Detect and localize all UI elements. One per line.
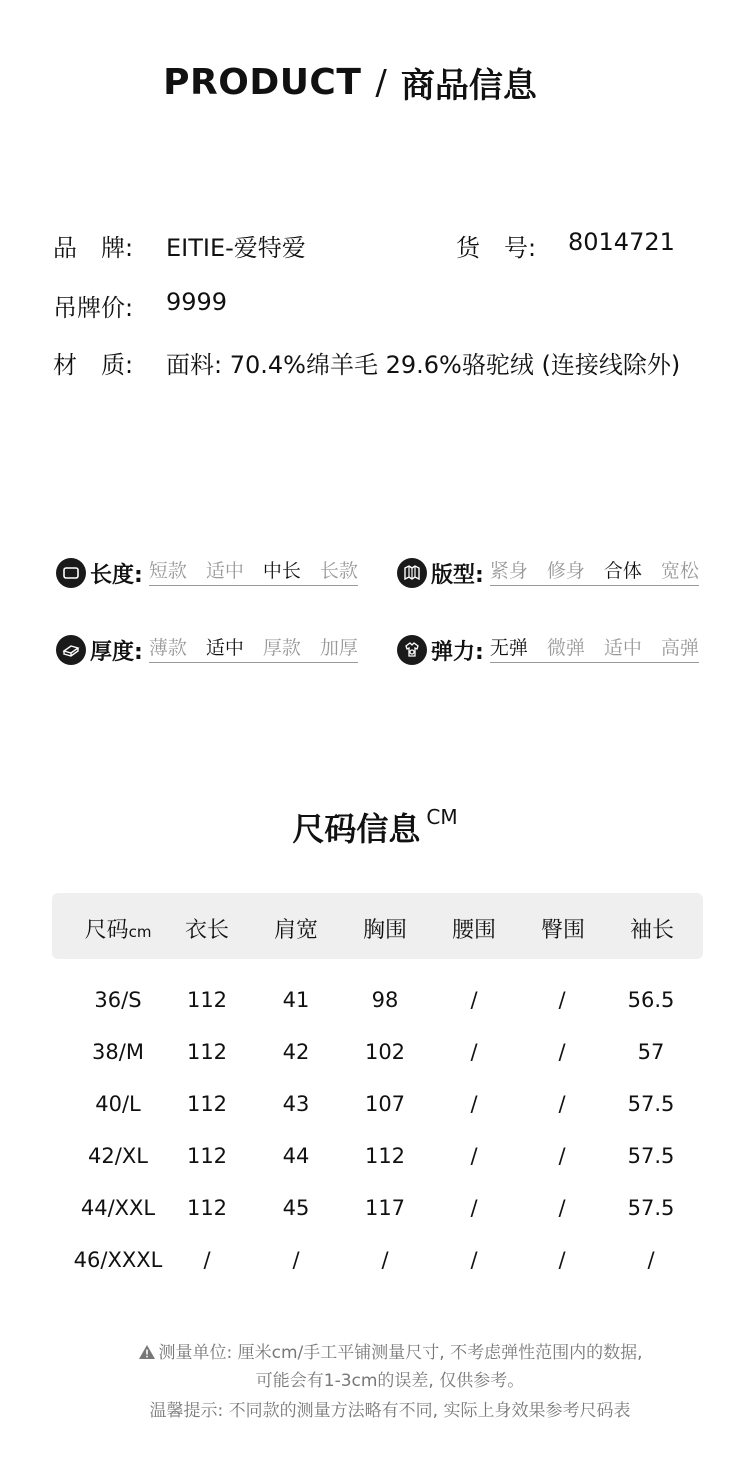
header-size — [68, 913, 168, 944]
size-cell: 44/XXL — [80, 1196, 156, 1220]
header-sleeve: 袖长 — [629, 918, 674, 943]
elasticity-icon — [397, 635, 427, 665]
measurement-cell: 41 — [282, 988, 310, 1012]
measurement-cell: 112 — [186, 1144, 228, 1168]
length-option-selected: 中长 — [262, 560, 301, 582]
title-english: PRODUCT — [163, 62, 362, 103]
length-label: 长度: — [90, 562, 143, 588]
attribute-elasticity — [397, 633, 699, 667]
brand-value: EITIE-爱特爱 — [166, 234, 306, 262]
material-label: 材 质: — [53, 351, 134, 379]
measurement-cell: / — [558, 988, 566, 1012]
note-line-2: 可能会有1-3cm的误差, 仅供参考。 — [255, 1371, 525, 1391]
size-title-unit: CM — [426, 804, 458, 829]
measurement-cell: / — [558, 1248, 566, 1272]
measurement-cell: 102 — [364, 1040, 406, 1064]
thickness-options — [149, 633, 358, 663]
header-chest: 胸围 — [362, 918, 407, 943]
attribute-length — [56, 556, 358, 590]
size-cell: 42/XL — [88, 1144, 148, 1168]
measurement-cell: / — [470, 1248, 478, 1272]
measurement-cell: / — [470, 988, 478, 1012]
header-hip: 臀围 — [540, 918, 585, 943]
elasticity-option: 适中 — [603, 637, 642, 659]
measurement-cell: 117 — [364, 1196, 406, 1220]
measurement-cell: / — [647, 1248, 655, 1272]
header-waist: 腰围 — [451, 918, 496, 943]
measurement-cell: 57 — [637, 1040, 665, 1064]
thickness-option-selected: 适中 — [205, 637, 244, 659]
measurement-cell: 56.5 — [627, 988, 675, 1012]
note-line-3: 温馨提示: 不同款的测量方法略有不同, 实际上身效果参考尺码表 — [149, 1401, 631, 1421]
fit-options — [490, 556, 699, 586]
measurement-cell: 112 — [186, 988, 228, 1012]
fit-icon — [397, 558, 427, 588]
measurement-cell: 112 — [186, 1040, 228, 1064]
measurement-cell: 107 — [364, 1092, 406, 1116]
header-size-label: 尺码 — [84, 918, 129, 943]
measurement-cell: 42 — [282, 1040, 310, 1064]
price-label: 吊牌价: — [53, 294, 134, 322]
note-text-1: 测量单位: 厘米cm/手工平铺测量尺寸, 不考虑弹性范围内的数据, — [158, 1343, 643, 1363]
measurement-cell: / — [381, 1248, 389, 1272]
header-size-unit: cm — [128, 923, 152, 941]
brand-label: 品 牌: — [53, 234, 134, 262]
measurement-cell: / — [292, 1248, 300, 1272]
attribute-fit — [397, 556, 699, 590]
fit-option: 宽松 — [660, 560, 699, 582]
measurement-cell: 112 — [364, 1144, 406, 1168]
sku-value: 8014721 — [568, 228, 675, 256]
thickness-option: 薄款 — [148, 637, 187, 659]
measurement-cell: / — [470, 1196, 478, 1220]
fit-option: 紧身 — [489, 560, 528, 582]
measurement-cell: 43 — [282, 1092, 310, 1116]
length-option: 适中 — [205, 560, 244, 582]
thickness-label: 厚度: — [90, 639, 143, 665]
measurement-cell: 57.5 — [627, 1092, 675, 1116]
elasticity-option-selected: 无弹 — [489, 637, 528, 659]
size-cell: 38/M — [92, 1040, 144, 1064]
warning-icon — [138, 1344, 156, 1365]
measurement-cell: / — [558, 1040, 566, 1064]
measurement-cell: 44 — [282, 1144, 310, 1168]
thickness-option: 加厚 — [319, 637, 358, 659]
measurement-cell: / — [203, 1248, 211, 1272]
title-separator: / — [375, 62, 387, 103]
elasticity-label: 弹力: — [431, 639, 484, 665]
measurement-cell: / — [470, 1040, 478, 1064]
size-cell: 36/S — [94, 988, 142, 1012]
measurement-cell: 57.5 — [627, 1144, 675, 1168]
elasticity-option: 微弹 — [546, 637, 585, 659]
header-shoulder: 肩宽 — [273, 918, 318, 943]
measurement-cell: / — [558, 1196, 566, 1220]
thickness-option: 厚款 — [262, 637, 301, 659]
title-chinese: 商品信息 — [400, 66, 537, 106]
length-option: 短款 — [148, 560, 187, 582]
measurement-cell: / — [558, 1092, 566, 1116]
price-value: 9999 — [166, 288, 228, 316]
length-options — [149, 556, 358, 586]
size-cell: 40/L — [95, 1092, 141, 1116]
size-title: 尺码信息 — [292, 810, 421, 848]
fit-option-selected: 合体 — [603, 560, 642, 582]
measurement-cell: 112 — [186, 1092, 228, 1116]
thickness-icon — [56, 635, 86, 665]
measurement-cell: 45 — [282, 1196, 310, 1220]
measurement-cell: / — [470, 1144, 478, 1168]
measurement-cell: 57.5 — [627, 1196, 675, 1220]
elasticity-option: 高弹 — [660, 637, 699, 659]
material-value: 面料: 70.4%绵羊毛 29.6%骆驼绒 (连接线除外) — [166, 351, 681, 379]
sku-label: 货 号: — [456, 234, 537, 262]
fit-label: 版型: — [431, 562, 484, 588]
length-option: 长款 — [319, 560, 358, 582]
measurement-cell: / — [470, 1092, 478, 1116]
measurement-cell: 98 — [371, 988, 399, 1012]
fit-option: 修身 — [546, 560, 585, 582]
measurement-cell: 112 — [186, 1196, 228, 1220]
page-title — [0, 58, 700, 107]
size-section-title — [0, 804, 750, 850]
measurement-cell: / — [558, 1144, 566, 1168]
note-line-1 — [0, 1338, 750, 1365]
elasticity-options — [490, 633, 699, 663]
length-icon — [56, 558, 86, 588]
header-length: 衣长 — [184, 918, 229, 943]
attribute-thickness — [56, 633, 358, 667]
size-table-header — [52, 893, 703, 959]
size-cell: 46/XXXL — [73, 1248, 163, 1272]
